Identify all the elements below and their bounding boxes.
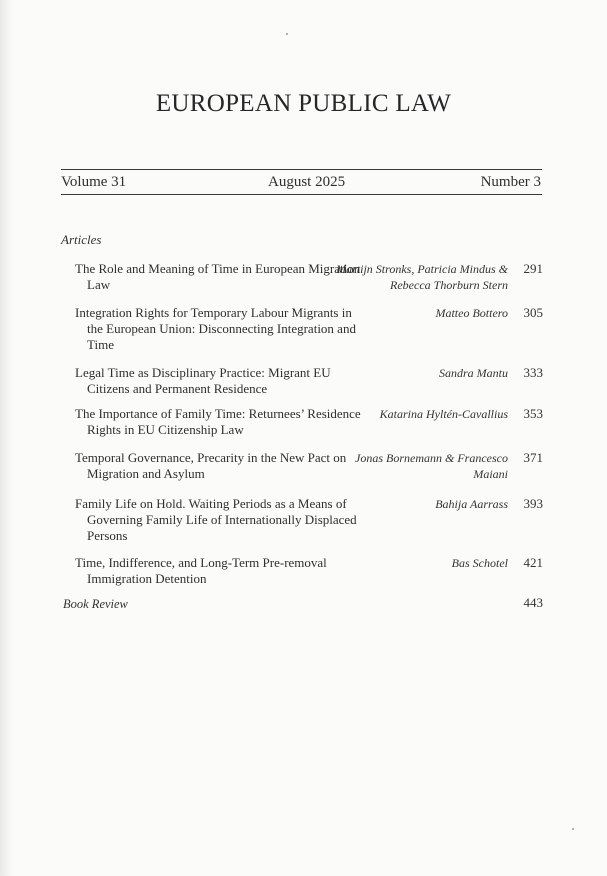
top-rule — [61, 169, 542, 170]
article-page: 305 — [523, 305, 543, 320]
article-title: The Importance of Family Time: Returnees’ Residence Rights in EU Citizenship Law — [75, 406, 361, 437]
article-authors: Jonas Bornemann & Francesco Maiani — [355, 451, 508, 481]
issue-number: Number 3 — [480, 174, 541, 190]
article-title: Integration Rights for Temporary Labour Migrants in the European Union: Disconnecting Integration and Time — [75, 305, 356, 352]
book-review-label: Book Review — [63, 597, 128, 611]
paper-speck — [286, 33, 288, 35]
article-authors: Sandra Mantu — [439, 366, 508, 380]
article-authors: Martijn Stronks, Patricia Mindus & Rebecca Thorburn Stern — [336, 262, 508, 292]
article-title: Legal Time as Disciplinary Practice: Migrant EU Citizens and Permanent Residence — [75, 365, 331, 396]
article-page: 333 — [523, 365, 543, 380]
article-page: 291 — [523, 261, 543, 276]
page-gutter-shadow — [0, 0, 14, 876]
issue-date: August 2025 — [268, 174, 346, 190]
article-title: Temporal Governance, Precarity in the New Pact on Migration and Asylum — [75, 450, 347, 481]
paper-speck — [572, 828, 574, 830]
article-authors: Matteo Bottero — [435, 306, 508, 320]
article-authors: Katarina Hyltén-Cavallius — [379, 407, 508, 421]
section-label-articles: Articles — [61, 232, 102, 247]
article-page: 353 — [523, 406, 543, 421]
book-review-page: 443 — [523, 595, 543, 610]
journal-title: EUROPEAN PUBLIC LAW — [155, 90, 452, 117]
article-title: Time, Indifference, and Long-Term Pre-removal Immigration Detention — [75, 555, 327, 586]
article-authors: Bahija Aarrass — [435, 497, 508, 511]
article-title: Family Life on Hold. Waiting Periods as a Means of Governing Family Life of Internationally Displaced Persons — [75, 496, 357, 543]
bottom-rule — [61, 194, 542, 195]
article-authors: Bas Schotel — [451, 556, 508, 570]
article-title: The Role and Meaning of Time in European Migration Law — [75, 261, 361, 292]
article-page: 371 — [523, 450, 543, 465]
article-page: 421 — [523, 555, 543, 570]
issue-volume: Volume 31 — [61, 174, 127, 190]
article-page: 393 — [523, 496, 543, 511]
